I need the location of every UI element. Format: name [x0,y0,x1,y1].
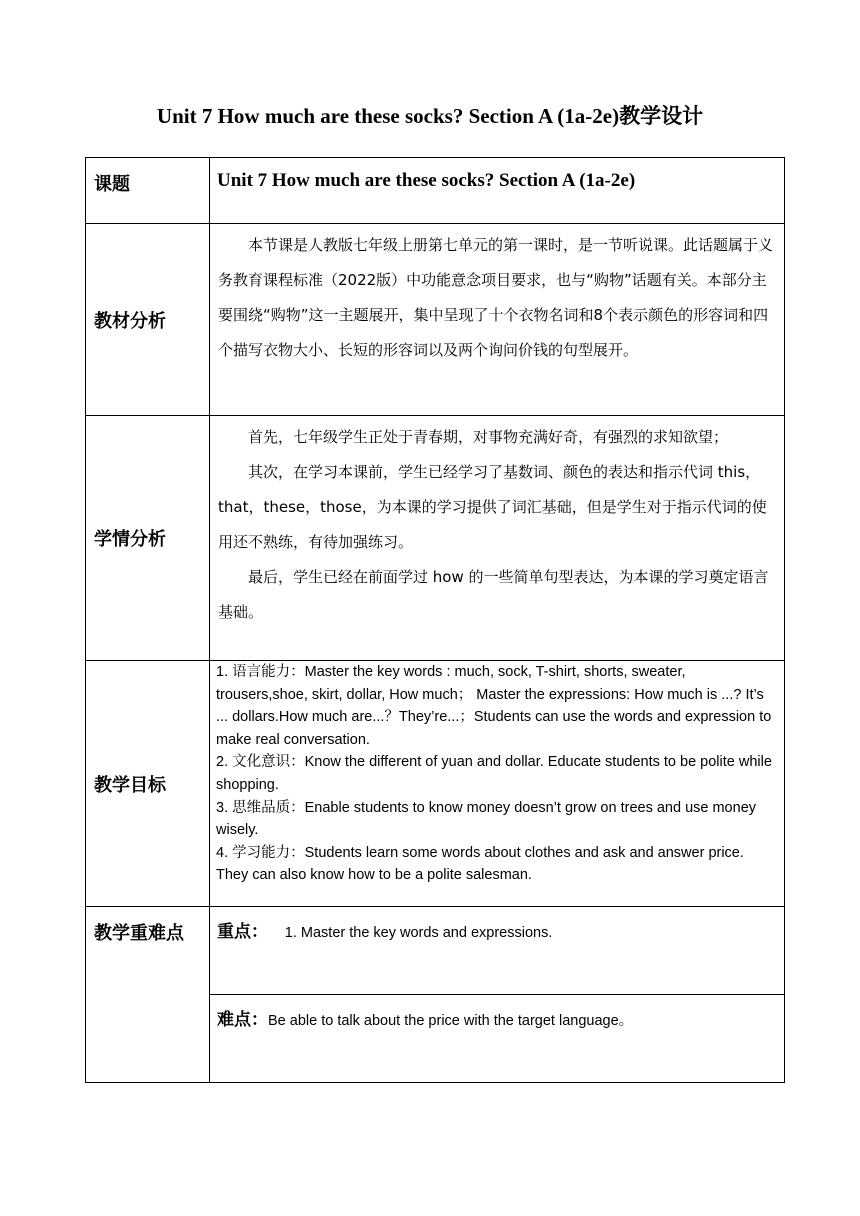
focus-label: 重点： [217,922,268,942]
students-p1: 首先，七年级学生正处于青春期，对事物充满好奇，有强烈的求知欲望； [248,428,729,446]
material-label: 教材分析 [86,224,210,416]
row-topic [86,158,785,224]
difficulty-text: Be able to talk about the price with the target language。 [268,1013,634,1029]
students-p2: 其次，在学习本课前，学生已经学习了基数词、颜色的表达和指示代词 this，that，these，those，为本课的学习提供了词汇基础，但是学生对于指示代词的使用还不熟练，有待加强练习。 [218,463,767,551]
row-objectives [86,661,785,907]
material-text: 本节课是人教版七年级上册第七单元的第一课时，是一节听说课。此话题属于义务教育课程标准（2022版）中功能意念项目要求，也与“购物”话题有关。本部分主要围绕“购物”这一主题展开，集中呈现了十个衣物名词和8个表示颜色的形容词和四个描写衣物大小、长短的形容词以及两个询问价钱的句型展开。 [218,236,774,359]
lesson-plan-table [85,157,785,1083]
document-title: Unit 7 How much are these socks? Section A (1a-2e)教学设计 [156,104,704,128]
focus-text: 1. Master the key words and expressions. [284,925,553,941]
difficulty-label: 难点： [217,1010,268,1030]
material-text-cell [210,224,785,416]
topic-label: 课题 [86,158,210,224]
students-text-cell [210,416,785,661]
key-points-label: 教学重难点 [86,907,210,1083]
objectives-label: 教学目标 [86,661,210,907]
focus-cell [210,907,785,995]
row-key-points [86,907,785,995]
objectives-cell [210,661,785,907]
difficulty-cell [210,995,785,1083]
objective-item: 1. 语言能力：Master the key words : much, sock, T-shirt, shorts, sweater, trousers,shoe, skirt, dollar, How much； Master the expressions: How much is ...? It’s ... dollars.How much are...？They’re...；Students can use the words and expression to make real conversation. [216,664,772,748]
students-label: 学情分析 [86,416,210,661]
objective-item: 2. 文化意识：Know the different of yuan and dollar. Educate students to be polite while shopping. [216,754,772,793]
row-material [86,224,785,416]
topic-value: Unit 7 How much are these socks? Section A (1a-2e) [210,158,785,224]
row-students [86,416,785,661]
students-p3: 最后，学生已经在前面学过 how 的一些简单句型表达，为本课的学习奠定语言基础。 [218,568,769,621]
objective-item: 3. 思维品质：Enable students to know money doesn’t grow on trees and use money wisely. [216,799,757,839]
objective-item: 4. 学习能力：Students learn some words about clothes and ask and answer price. They can also know how to be a polite salesman. [216,844,744,884]
